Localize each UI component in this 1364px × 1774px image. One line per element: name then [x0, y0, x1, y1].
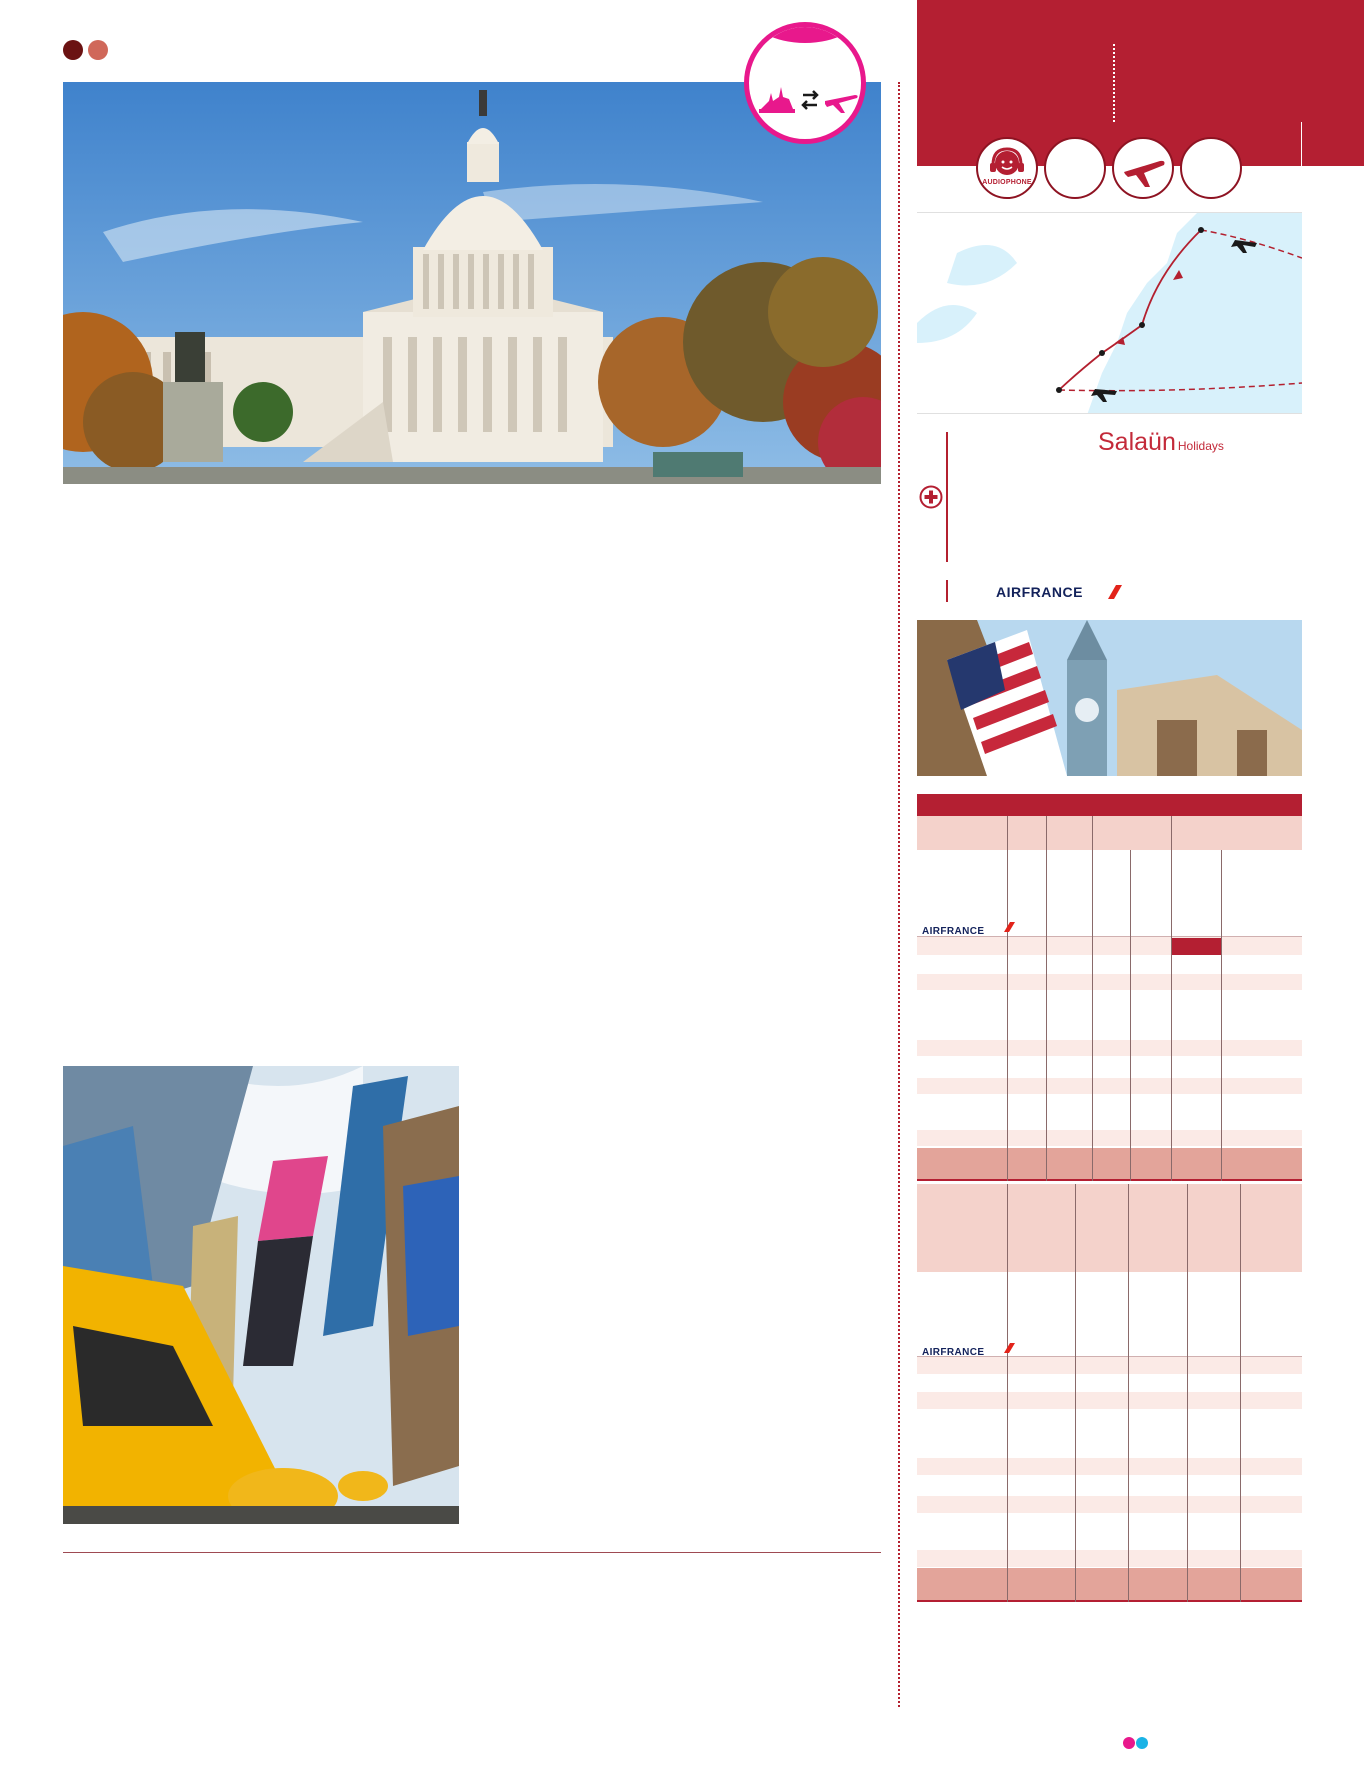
bullet-dot-light	[88, 40, 108, 60]
footer-dot-pink	[1123, 1737, 1135, 1749]
philadelphia-photo	[917, 620, 1302, 776]
plane-icon	[1112, 137, 1174, 199]
airfrance-logo-text: AIRFRANCE	[996, 584, 1083, 600]
table-2-airfrance-logo	[922, 1342, 985, 1360]
table-1-column-rule	[1130, 850, 1131, 1181]
route-map	[917, 212, 1302, 414]
table-1-airfrance-logo	[922, 921, 985, 939]
table-1-column-rule	[1092, 816, 1093, 1181]
info-vertical-rule	[946, 432, 948, 562]
table-row	[917, 1496, 1302, 1513]
city-icon	[759, 87, 795, 113]
table-row	[917, 1130, 1302, 1146]
times-square-photo	[63, 1066, 459, 1524]
empty-circle-icon	[1180, 137, 1242, 199]
plus-circle-icon	[919, 485, 943, 509]
travel-mode-badge	[744, 22, 866, 144]
table-row	[917, 1040, 1302, 1056]
column-dotted-divider	[898, 82, 900, 1707]
sidebar-header-separator	[1113, 44, 1115, 122]
sidebar-header	[917, 0, 1364, 122]
table-1-column-rule	[1221, 850, 1222, 1181]
arrows-icon	[803, 91, 817, 109]
table-1-subheader	[917, 816, 1302, 850]
table-2-airfrance-text: AIRFRANCE	[922, 1347, 985, 1358]
table-2-footer	[917, 1568, 1302, 1602]
section-divider	[63, 1552, 881, 1553]
salaun-holidays-logo	[1098, 428, 1224, 457]
bullet-dot-dark	[63, 40, 83, 60]
table-2-column-rule	[1075, 1184, 1076, 1602]
capitol-photo	[63, 82, 881, 484]
table-2-column-rule	[1187, 1184, 1188, 1602]
badge-cap	[749, 22, 861, 43]
brand-suffix: Holidays	[1177, 439, 1224, 453]
airfrance-logo	[996, 584, 1083, 602]
table-1-footer	[917, 1148, 1302, 1181]
empty-circle-icon	[1044, 137, 1106, 199]
table-row	[917, 1392, 1302, 1409]
table-2-column-rule	[1128, 1184, 1129, 1602]
audiophone-label: AUDIOPHONE	[982, 179, 1032, 186]
table-2-column-rule	[1007, 1184, 1008, 1602]
audiophone-icon	[976, 137, 1038, 199]
sidebar-band-divider	[1301, 122, 1302, 166]
price-table-1-header	[917, 794, 1302, 816]
table-1-airfrance-text: AIRFRANCE	[922, 926, 985, 937]
table-row	[917, 1078, 1302, 1094]
table-row	[917, 1458, 1302, 1475]
table-1-column-rule	[1171, 816, 1172, 1181]
table-row	[917, 1550, 1302, 1567]
table-2-subheader	[917, 1184, 1302, 1272]
table-2-column-rule	[1240, 1184, 1241, 1602]
brand-name: Salaün	[1098, 428, 1176, 456]
airline-vertical-rule	[946, 580, 948, 602]
highlight-cell	[1171, 938, 1221, 955]
table-1-column-rule	[1007, 816, 1008, 1181]
plane-icon	[825, 95, 858, 113]
table-row	[917, 974, 1302, 990]
table-1-column-rule	[1046, 816, 1047, 1181]
footer-dot-cyan	[1136, 1737, 1148, 1749]
